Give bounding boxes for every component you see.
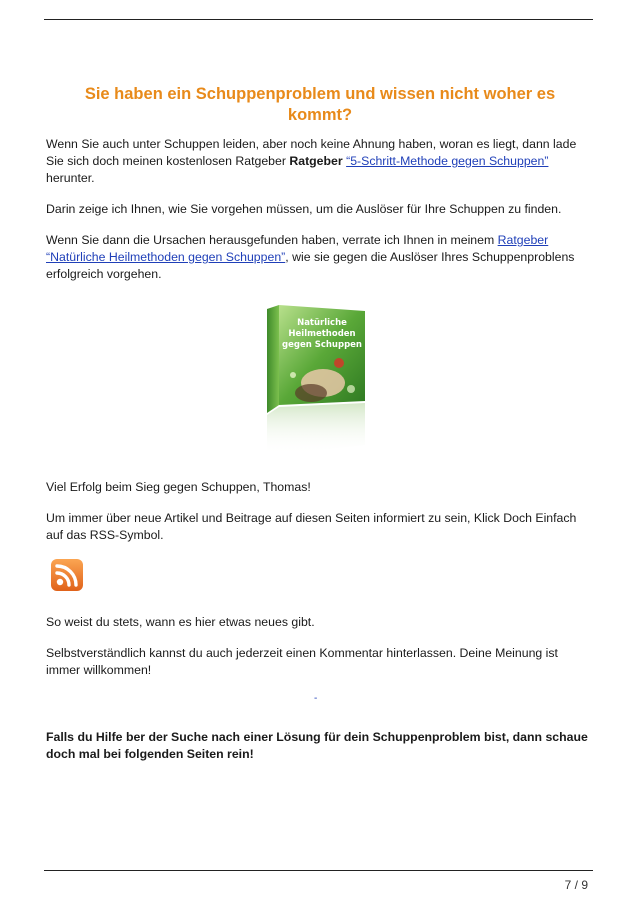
page-content: [46, 84, 594, 777]
cover-title-line2: Heilmethoden: [288, 329, 356, 339]
page-title: Sie haben ein Schuppenproblem und wissen nicht woher es kommt?: [84, 85, 556, 124]
paragraph-ausloeser: Darin zeige ich Ihnen, wie Sie vorgehen müssen, um die Auslöser für Ihre Schuppen zu finden.: [46, 202, 562, 216]
paragraph-viel-erfolg: Viel Erfolg beim Sieg gegen Schuppen, Thomas!: [46, 480, 311, 494]
paragraph-rss-info: Um immer über neue Artikel und Beitrage auf diesen Seiten informiert zu sein, Klick Doch Einfach auf das RSS-Symbol.: [46, 511, 577, 542]
ebook-cover-image: [261, 305, 373, 455]
small-link-container: [46, 693, 594, 711]
cover-title-line1: Natürliche: [297, 318, 347, 328]
cover-title-line3: gegen Schuppen: [282, 340, 362, 350]
ebook-cover-container: [46, 305, 594, 465]
top-rule: [44, 19, 593, 20]
paragraph-hilfe: Falls du Hilfe ber der Suche nach einer Lösung für dein Schuppenproblem bist, dann schaue doch mal bei folgenden Seiten rein!: [46, 730, 588, 761]
small-link[interactable]: -: [314, 693, 318, 704]
ratgeber-bold: Ratgeber: [289, 154, 343, 168]
ratgeber-5-schritt-link[interactable]: “5-Schritt-Methode gegen Schuppen”: [346, 154, 549, 168]
paragraph-kommentar: Selbstverständlich kannst du auch jederzeit einen Kommentar hinterlassen. Deine Meinung ist immer willkommen!: [46, 646, 558, 677]
rss-container: [46, 558, 594, 598]
page-number: 7 / 9: [564, 878, 588, 892]
intro-paragraph: Wenn Sie auch unter Schuppen leiden, aber noch keine Ahnung haben, woran es liegt, dann lade Sie sich doch meinen kostenlosen Ratgeber Ratgeber “5-Schritt-Methode gegen Schuppen” herunter.: [46, 137, 577, 185]
paragraph-stets: So weist du stets, wann es hier etwas neues gibt.: [46, 615, 315, 629]
rss-icon[interactable]: [50, 558, 86, 594]
ratgeber-heilmethoden-link[interactable]: Ratgeber “Natürliche Heilmethoden gegen Schuppen”: [46, 233, 549, 264]
paragraph-ursachen: Wenn Sie dann die Ursachen herausgefunden haben, verrate ich Ihnen in meinem Ratgeber “Natürliche Heilmethoden gegen Schuppen”, wie sie gegen die Auslöser Ihres Schuppenproblens erfolgreich vorgehen.: [46, 233, 575, 281]
bottom-rule: [44, 870, 593, 871]
